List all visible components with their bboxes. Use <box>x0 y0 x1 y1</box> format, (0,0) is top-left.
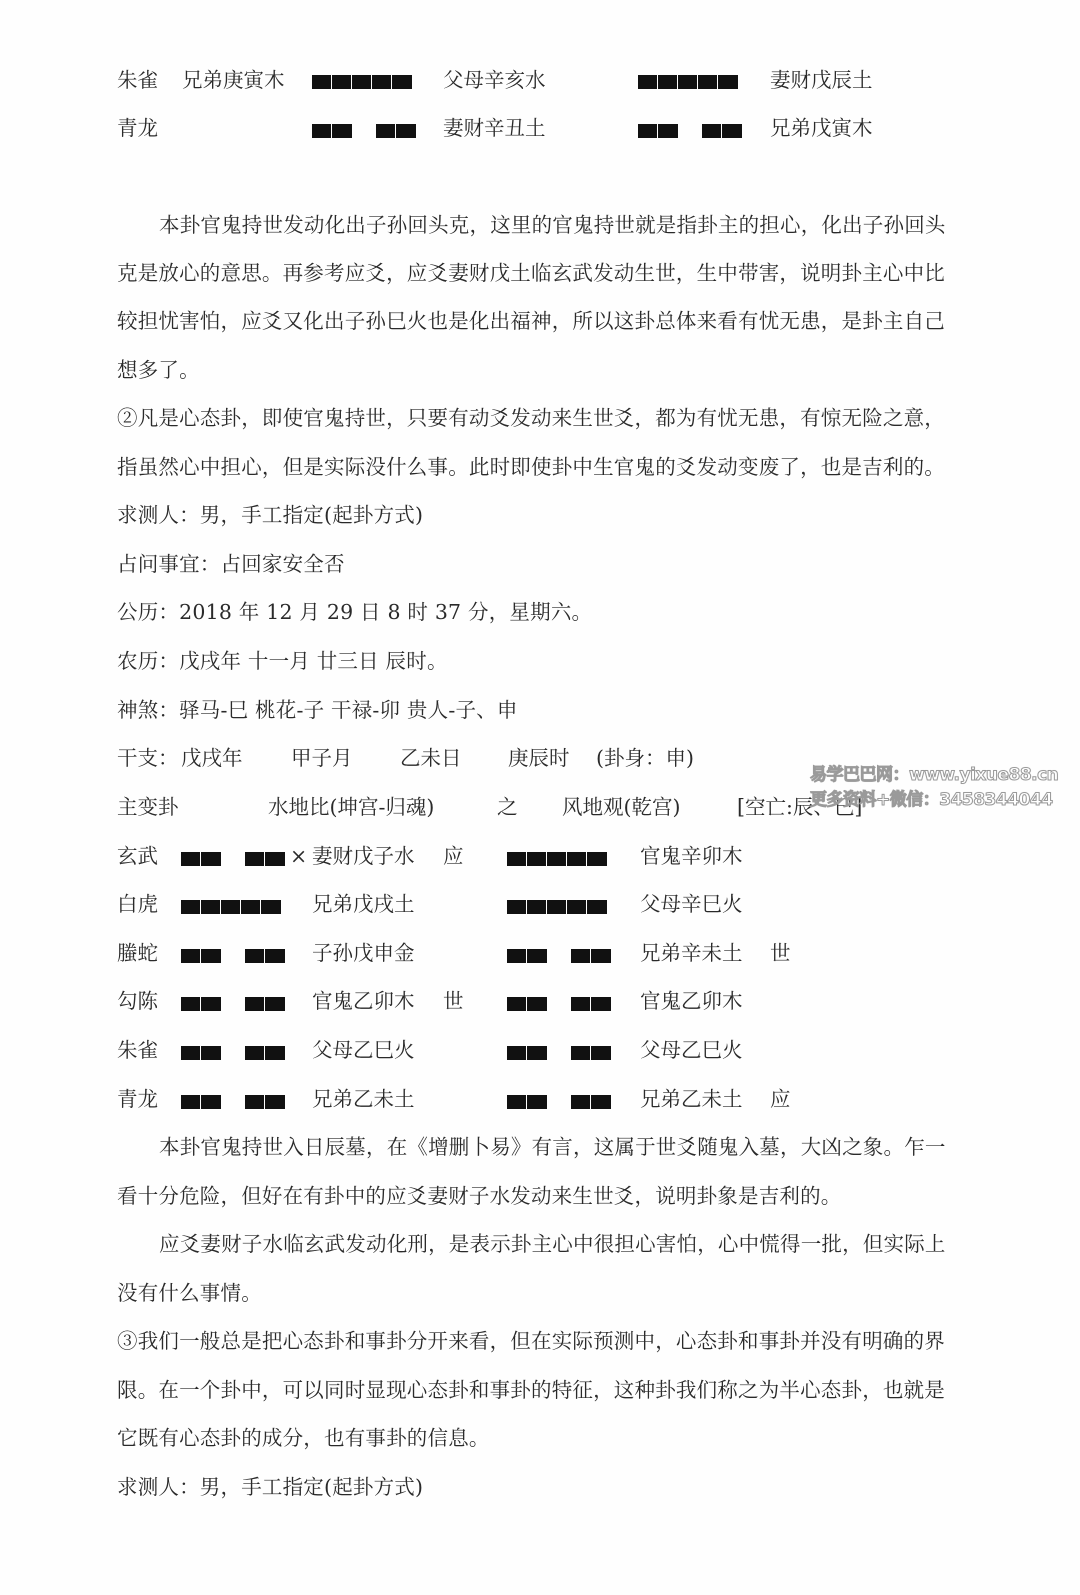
main-hexagram: 水地比(坤宫-归魂) <box>268 795 435 819</box>
watermark-site: 易学巴巴网：www.yixue88.cn <box>810 765 1059 785</box>
yin-line-icon <box>312 124 416 138</box>
paragraph-line: ②凡是心态卦，即使官鬼持世，只要有动爻发动来生世爻，都为有忧无患，有惊无险之意， <box>117 406 945 430</box>
shi-marker: 世 <box>770 941 791 965</box>
yang-line-icon <box>312 75 412 89</box>
yao-name: 子孙戊申金 <box>312 941 415 965</box>
paragraph-line: 看十分危险，但好在有卦中的应爻妻财子水发动来生世爻，说明卦象是吉利的。 <box>117 1184 842 1208</box>
paragraph-line: 没有什么事情。 <box>117 1281 262 1305</box>
yao-name: 妻财辛丑土 <box>443 116 546 140</box>
yang-line-icon <box>507 852 607 866</box>
ganzhi-day: 乙未日 <box>400 746 462 770</box>
ganzhi-year: 戊戌年 <box>181 746 243 770</box>
watermark-contact: 更多资料+微信：3458344044 <box>810 790 1053 810</box>
kongwang: [空亡:辰、巳] <box>737 795 863 819</box>
yin-line-icon <box>181 1095 285 1109</box>
yao-name: 兄弟乙未土 <box>312 1087 415 1111</box>
zhi-connector: 之 <box>497 795 518 819</box>
asker-info: 求测人：男，手工指定(起卦方式) <box>117 1475 424 1499</box>
paragraph-line: 应爻妻财子水临玄武发动化刑，是表示卦主心中很担心害怕，心中慌得一批，但实际上 <box>159 1232 946 1256</box>
yin-line-icon <box>507 997 611 1011</box>
yin-line-icon <box>181 949 285 963</box>
liushen-label: 螣蛇 <box>117 941 158 965</box>
moving-line-x-icon: × <box>290 844 308 868</box>
ganzhi-hour: 庚辰时 <box>508 746 570 770</box>
paragraph-line: 想多了。 <box>117 358 200 382</box>
liushen-label: 玄武 <box>117 844 158 868</box>
fushen-text: 兄弟庚寅木 <box>182 68 285 92</box>
ganzhi-label: 干支： <box>117 746 179 770</box>
yin-line-icon <box>507 1046 611 1060</box>
yao-name: 兄弟辛未土 <box>640 941 743 965</box>
liushen-label: 白虎 <box>117 892 158 916</box>
yao-name: 父母乙巳火 <box>312 1038 415 1062</box>
yin-line-icon <box>507 1095 611 1109</box>
changed-hexagram: 风地观(乾宫) <box>562 795 681 819</box>
solar-date: 公历：2018 年 12 月 29 日 8 时 37 分，星期六。 <box>117 600 593 624</box>
paragraph-line: 它既有心态卦的成分，也有事卦的信息。 <box>117 1426 490 1450</box>
yao-name: 兄弟乙未土 <box>640 1087 743 1111</box>
paragraph-line: 本卦官鬼持世入日辰墓，在《增删卜易》有言，这属于世爻随鬼入墓，大凶之象。乍一 <box>159 1135 946 1159</box>
liushen-label: 青龙 <box>117 116 158 140</box>
yao-name: 官鬼辛卯木 <box>640 844 743 868</box>
yao-name: 父母辛亥水 <box>443 68 546 92</box>
yao-name: 妻财戊辰土 <box>770 68 873 92</box>
asker-info: 求测人：男，手工指定(起卦方式) <box>117 503 424 527</box>
ying-marker: 应 <box>770 1087 791 1111</box>
ying-marker: 应 <box>443 844 464 868</box>
paragraph-line: 本卦官鬼持世发动化出子孙回头克，这里的官鬼持世就是指卦主的担心，化出子孙回头 <box>159 213 946 237</box>
paragraph-line: 指虽然心中担心，但是实际没什么事。此时即使卦中生官鬼的爻发动变废了，也是吉利的。 <box>117 455 945 479</box>
yang-line-icon <box>181 900 281 914</box>
shi-marker: 世 <box>443 989 464 1013</box>
liushen-label: 朱雀 <box>117 68 158 92</box>
yao-name: 官鬼乙卯木 <box>640 989 743 1013</box>
paragraph-line: 克是放心的意思。再参考应爻，应爻妻财戊土临玄武发动生世，生中带害，说明卦主心中比 <box>117 261 945 285</box>
yao-name: 兄弟戊戌土 <box>312 892 415 916</box>
yao-name: 官鬼乙卯木 <box>312 989 415 1013</box>
hexagram-label: 主变卦 <box>117 795 179 819</box>
yao-name: 妻财戊子水 <box>312 844 415 868</box>
yin-line-icon <box>181 852 285 866</box>
liushen-label: 青龙 <box>117 1087 158 1111</box>
yin-line-icon <box>638 124 742 138</box>
yin-line-icon <box>181 997 285 1011</box>
liushen-label: 朱雀 <box>117 1038 158 1062</box>
yao-name: 父母乙巳火 <box>640 1038 743 1062</box>
yao-name: 兄弟戊寅木 <box>770 116 873 140</box>
lunar-date: 农历：戊戌年 十一月 廿三日 辰时。 <box>117 649 448 673</box>
yao-name: 父母辛巳火 <box>640 892 743 916</box>
yang-line-icon <box>638 75 738 89</box>
paragraph-line: ③我们一般总是把心态卦和事卦分开来看，但在实际预测中，心态卦和事卦并没有明确的界 <box>117 1329 945 1353</box>
question-info: 占问事宜：占回家安全否 <box>117 552 345 576</box>
paragraph-line: 较担忧害怕，应爻又化出子孙巳火也是化出福神，所以这卦总体来看有忧无患，是卦主自己 <box>117 309 945 333</box>
liushen-label: 勾陈 <box>117 989 158 1013</box>
shensha-info: 神煞：驿马-巳 桃花-子 干禄-卯 贵人-子、申 <box>117 698 518 722</box>
yang-line-icon <box>507 900 607 914</box>
yin-line-icon <box>507 949 611 963</box>
paragraph-line: 限。在一个卦中，可以同时显现心态卦和事卦的特征，这种卦我们称之为半心态卦，也就是 <box>117 1378 945 1402</box>
yin-line-icon <box>181 1046 285 1060</box>
guashen: (卦身：申) <box>596 746 694 770</box>
ganzhi-month: 甲子月 <box>291 746 353 770</box>
